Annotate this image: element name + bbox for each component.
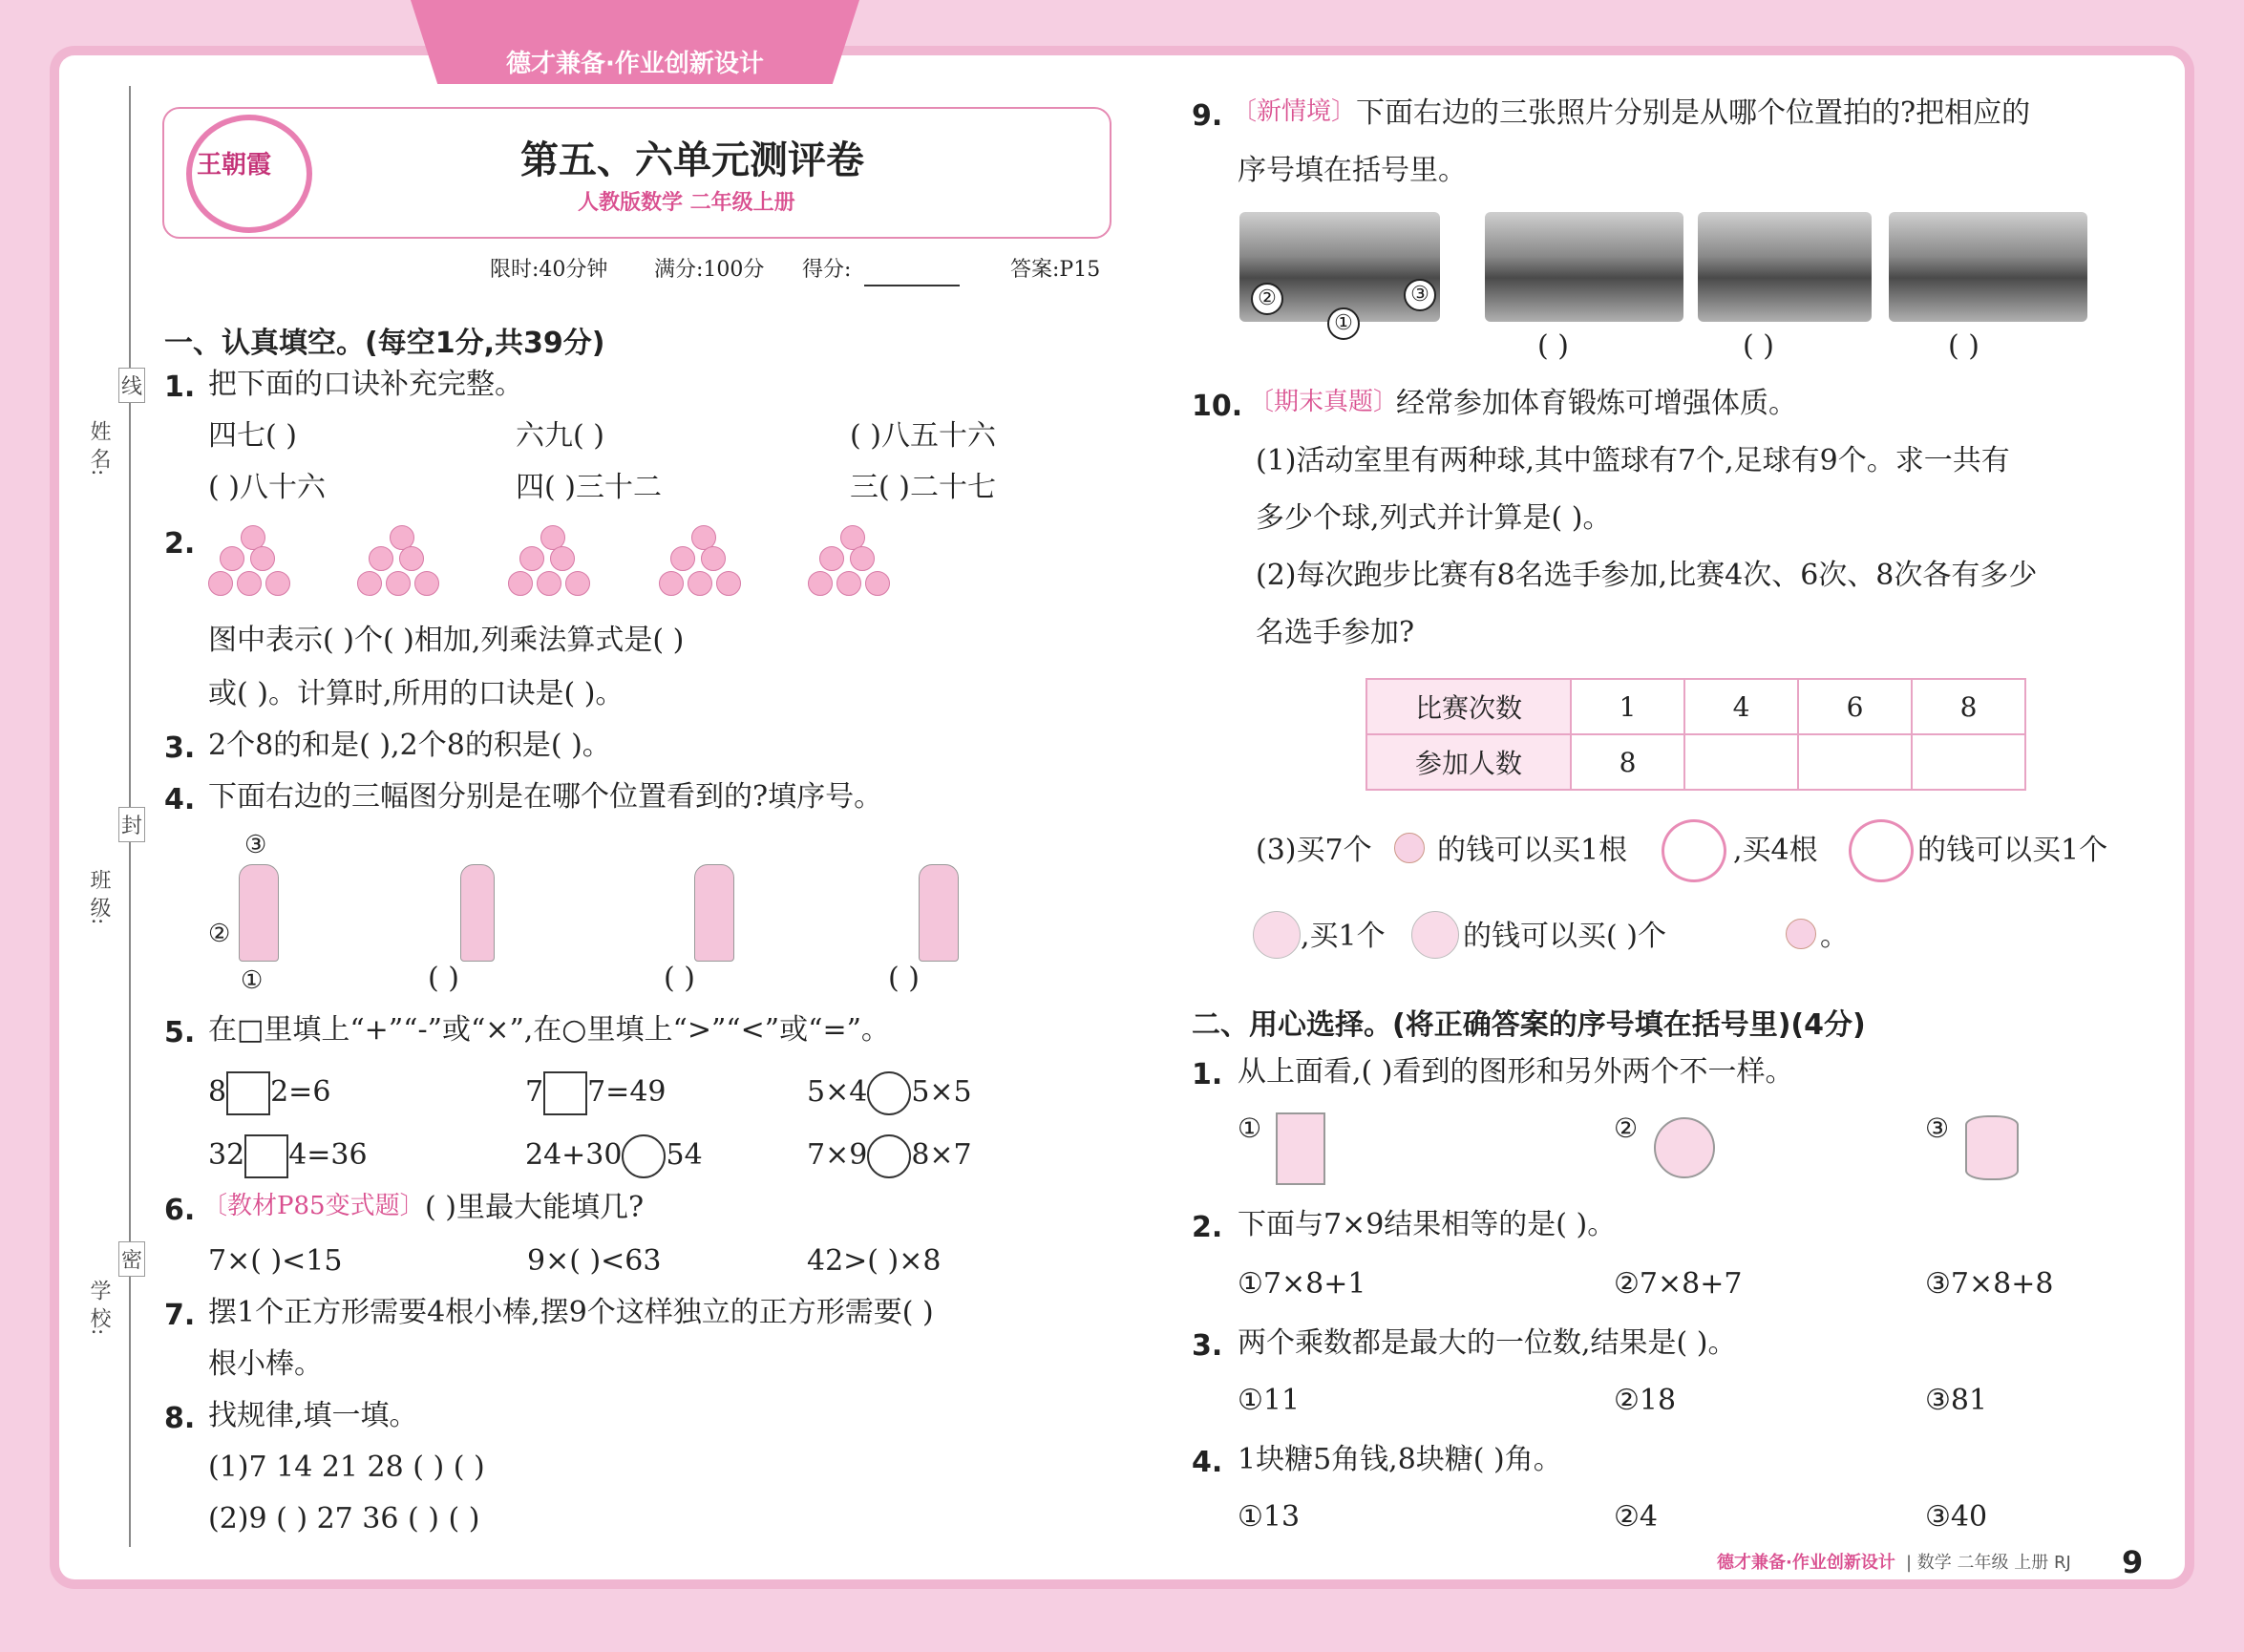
q10-3-f[interactable]: 的钱可以买( )个 [1463,920,1666,953]
c4-option-1[interactable]: ①13 [1238,1500,1301,1534]
table-cell: 6 [1798,679,1912,734]
q6-tag: 〔教材P85变式题〕 [202,1192,425,1220]
q5-a-box[interactable] [226,1071,270,1115]
q9-line1: 下面右边的三张照片分别是从哪个位置拍的?把相应的 [1356,96,2031,130]
volleyball-icon-2 [1411,911,1459,959]
table-cell: 8 [1912,679,2025,734]
cut-mark-seal: 封 [118,807,145,842]
q5-f-circle[interactable] [867,1134,911,1178]
q3-text[interactable]: 2个8的和是( ),2个8的积是( )。 [208,729,611,762]
table-cell: 1 [1571,679,1684,734]
c4-option-3[interactable]: ③40 [1925,1500,1988,1534]
q10-1-line1: (1)活动室里有两种球,其中篮球有7个,足球有9个。求一共有 [1256,444,2010,477]
q5-f: 7×9 8×7 [807,1134,972,1178]
school-label: 学 校: [87,1280,111,1336]
q7-line2: 根小棒。 [208,1347,323,1381]
c1-option-3-label: ③ [1925,1112,1950,1144]
q9-answer-2[interactable]: ( ) [1743,329,1774,363]
q5-text: 在□里填上“+”“-”或“×”,在○里填上“>”“<”或“=”。 [208,1013,890,1047]
q10-table [1365,678,2026,791]
q4-answer-2[interactable]: ( ) [664,962,695,995]
q4-answer-1[interactable]: ( ) [428,962,459,995]
footer-series: 德才兼备·作业创新设计 [1717,1553,1895,1573]
section-1-title: 一、认真填空。(每空1分,共39分) [164,327,605,360]
q10-text: 经常参加体育锻炼可增强体质。 [1396,387,1797,420]
q9-answer-3[interactable]: ( ) [1948,329,1979,363]
table-cell[interactable] [1798,734,1912,790]
table-cell: 8 [1571,734,1684,790]
q1-r2a[interactable]: ( )八十六 [208,471,326,504]
q5-a: 8 2=6 [208,1071,330,1115]
c3-option-3[interactable]: ③81 [1925,1384,1988,1417]
cut-mark-secret: 密 [118,1241,145,1277]
q9-photo-3 [1889,212,2087,322]
q8-seq2[interactable]: (2)9 ( ) 27 36 ( ) ( ) [208,1502,480,1536]
pingpong-icon [1394,833,1425,863]
q5-d-box[interactable] [244,1134,288,1178]
q5-d: 32 4=36 [208,1134,368,1178]
q10-2-line2: 名选手参加? [1256,616,1415,649]
cylinder-shape[interactable] [1965,1115,2019,1180]
q9-photo-1 [1485,212,1683,322]
q10-3-a: (3)买7个 [1256,834,1372,867]
q10-3-d: 的钱可以买1个 [1917,834,2108,867]
q5-c: 5×4 5×5 [807,1071,972,1115]
q6-text: ( )里最大能填几? [425,1191,645,1224]
q9-tag: 〔新情境〕 [1232,97,1357,126]
q10-3-c: ,买4根 [1733,834,1818,867]
table-cell[interactable] [1684,734,1798,790]
q10-3-b: 的钱可以买1根 [1437,834,1628,867]
q2-line2[interactable]: 或( )。计算时,所用的口诀是( )。 [208,677,625,710]
q5-e: 24+30 54 [525,1134,703,1178]
c2-text[interactable]: 下面与7×9结果相等的是( )。 [1238,1208,1617,1241]
c3-option-1[interactable]: ①11 [1238,1384,1301,1417]
jump-rope-icon-2 [1849,819,1914,882]
page-subtitle: 人教版数学 二年级上册 [578,191,795,215]
q8-seq1[interactable]: (1)7 14 21 28 ( ) ( ) [208,1451,485,1484]
q1-r1b[interactable]: 六九( ) [516,419,604,453]
q10-1-line2[interactable]: 多少个球,列式并计算是( )。 [1256,501,1612,535]
q4-answer-3[interactable]: ( ) [888,962,920,995]
c3-text[interactable]: 两个乘数都是最大的一位数,结果是( )。 [1238,1326,1737,1360]
q9-line2: 序号填在括号里。 [1238,154,1467,187]
q10-3-e: ,买1个 [1301,920,1386,953]
q8-text: 找规律,填一填。 [208,1399,418,1432]
q5-b-box[interactable] [543,1071,587,1115]
header-tab-text: 德才兼备·作业创新设计 [506,50,764,78]
brand-logo-text: 王朝霞 [197,151,272,180]
q2-line1[interactable]: 图中表示( )个( )相加,列乘法算式是( ) [208,624,685,657]
q9-answer-1[interactable]: ( ) [1537,329,1569,363]
time-limit: 限时:40分钟 [490,258,608,282]
q5-e-circle[interactable] [622,1134,666,1178]
q1-r1a[interactable]: 四七( ) [208,419,297,453]
q1-text: 把下面的口诀补充完整。 [208,368,523,401]
full-score: 满分:100分 [654,258,765,282]
score-blank[interactable] [864,285,960,286]
c1-text[interactable]: 从上面看,( )看到的图形和另外两个不一样。 [1238,1055,1794,1089]
page-number: 9 [2122,1544,2144,1580]
answer-ref: 答案:P15 [1010,258,1101,282]
q6-c[interactable]: 42>( )×8 [807,1244,942,1278]
page-title: 第五、六单元测评卷 [520,138,864,182]
c2-option-1[interactable]: ①7×8+1 [1238,1267,1366,1301]
table-cell: 4 [1684,679,1798,734]
class-label: 班 级: [87,869,111,925]
c1-option-2-label: ② [1614,1112,1639,1144]
cuboid-shape[interactable] [1276,1112,1325,1185]
table-header-races: 比赛次数 [1366,679,1571,734]
q1-r2b[interactable]: 四( )三十二 [516,471,662,504]
q7-line1[interactable]: 摆1个正方形需要4根小棒,摆9个这样独立的正方形需要( ) [208,1296,934,1329]
q9-photo-2 [1698,212,1872,322]
pingpong-icon-2 [1786,919,1816,949]
q4-text: 下面右边的三幅图分别是在哪个位置看到的?填序号。 [208,780,883,814]
cut-mark-line: 线 [118,368,145,403]
c2-option-2[interactable]: ②7×8+7 [1614,1267,1743,1301]
q5-b: 7 7=49 [525,1071,667,1115]
c2-option-3[interactable]: ③7×8+8 [1925,1267,2054,1301]
q5-c-circle[interactable] [867,1071,911,1115]
table-header-people: 参加人数 [1366,734,1571,790]
q6-b[interactable]: 9×( )<63 [527,1244,662,1278]
c1-option-1-label: ① [1238,1112,1262,1144]
q1-r2c[interactable]: 三( )二十七 [850,471,996,504]
c4-text[interactable]: 1块糖5角钱,8块糖( )角。 [1238,1443,1562,1476]
footer-info: | 数学 二年级 上册 RJ [1906,1553,2071,1573]
q6-a[interactable]: 7×( )<15 [208,1244,343,1278]
volleyball-icon [1253,911,1301,959]
q10-tag: 〔期末真题〕 [1249,388,1399,416]
name-label: 姓 名: [87,420,111,477]
c4-option-2[interactable]: ②4 [1614,1500,1658,1534]
jump-rope-icon [1662,819,1726,882]
q10-3-g: 。 [1820,920,1849,953]
score-label: 得分: [802,258,852,282]
table-cell[interactable] [1912,734,2025,790]
q1-r1c[interactable]: ( )八五十六 [850,419,996,453]
c3-option-2[interactable]: ②18 [1614,1384,1677,1417]
section-2-title: 二、用心选择。(将正确答案的序号填在括号里)(4分) [1192,1008,1866,1042]
sphere-shape[interactable] [1654,1117,1715,1178]
q10-2-line1: (2)每次跑步比赛有8名选手参加,比赛4次、6次、8次各有多少 [1256,559,2038,592]
